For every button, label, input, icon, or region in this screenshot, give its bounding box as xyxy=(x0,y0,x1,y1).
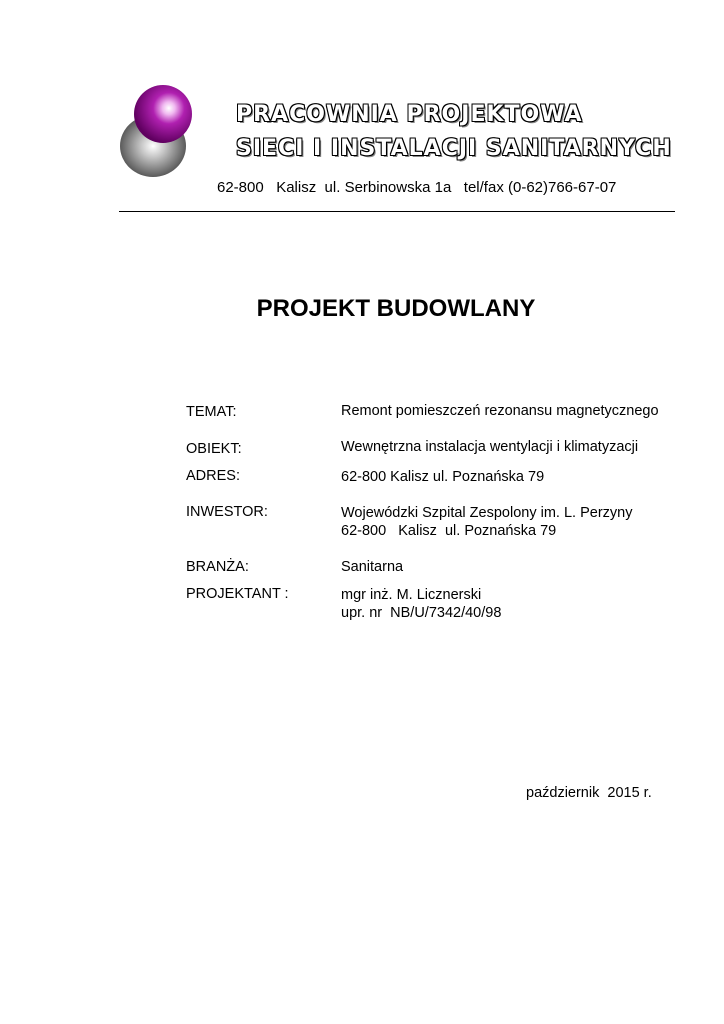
company-logo xyxy=(118,84,198,180)
temat-label: TEMAT: xyxy=(186,404,237,420)
inwestor-label: INWESTOR: xyxy=(186,504,268,520)
obiekt-value: Wewnętrzna instalacja wentylacji i klimatyzacji xyxy=(341,439,639,455)
firm-name-line2: SIECI I INSTALACJI SANITARNYCH xyxy=(236,136,672,161)
firm-name-line1: PRACOWNIA PROJEKTOWA xyxy=(236,102,583,127)
adres-label: ADRES: xyxy=(186,468,240,484)
projektant-label: PROJEKTANT : xyxy=(186,586,289,602)
logo-sphere xyxy=(134,85,192,143)
inwestor-value-line1: Wojewódzki Szpital Zespolony im. L. Perzyny xyxy=(341,505,633,521)
document-title: PROJEKT BUDOWLANY xyxy=(256,295,536,322)
temat-value: Remont pomieszczeń rezonansu magnetycznego xyxy=(341,403,659,419)
branza-value: Sanitarna xyxy=(341,559,404,575)
projektant-value-line1: mgr inż. M. Licznerski xyxy=(341,587,482,603)
document-date: październik 2015 r. xyxy=(526,785,652,801)
header-divider xyxy=(119,211,675,212)
projektant-value-line2: upr. nr NB/U/7342/40/98 xyxy=(341,605,502,621)
obiekt-label: OBIEKT: xyxy=(186,441,242,457)
branza-label: BRANŻA: xyxy=(186,559,249,575)
inwestor-value-line2: 62-800 Kalisz ul. Poznańska 79 xyxy=(341,523,557,539)
firm-contact: 62-800 Kalisz ul. Serbinowska 1a tel/fax (0-62)766-67-07 xyxy=(217,179,617,196)
adres-value: 62-800 Kalisz ul. Poznańska 79 xyxy=(341,469,545,485)
